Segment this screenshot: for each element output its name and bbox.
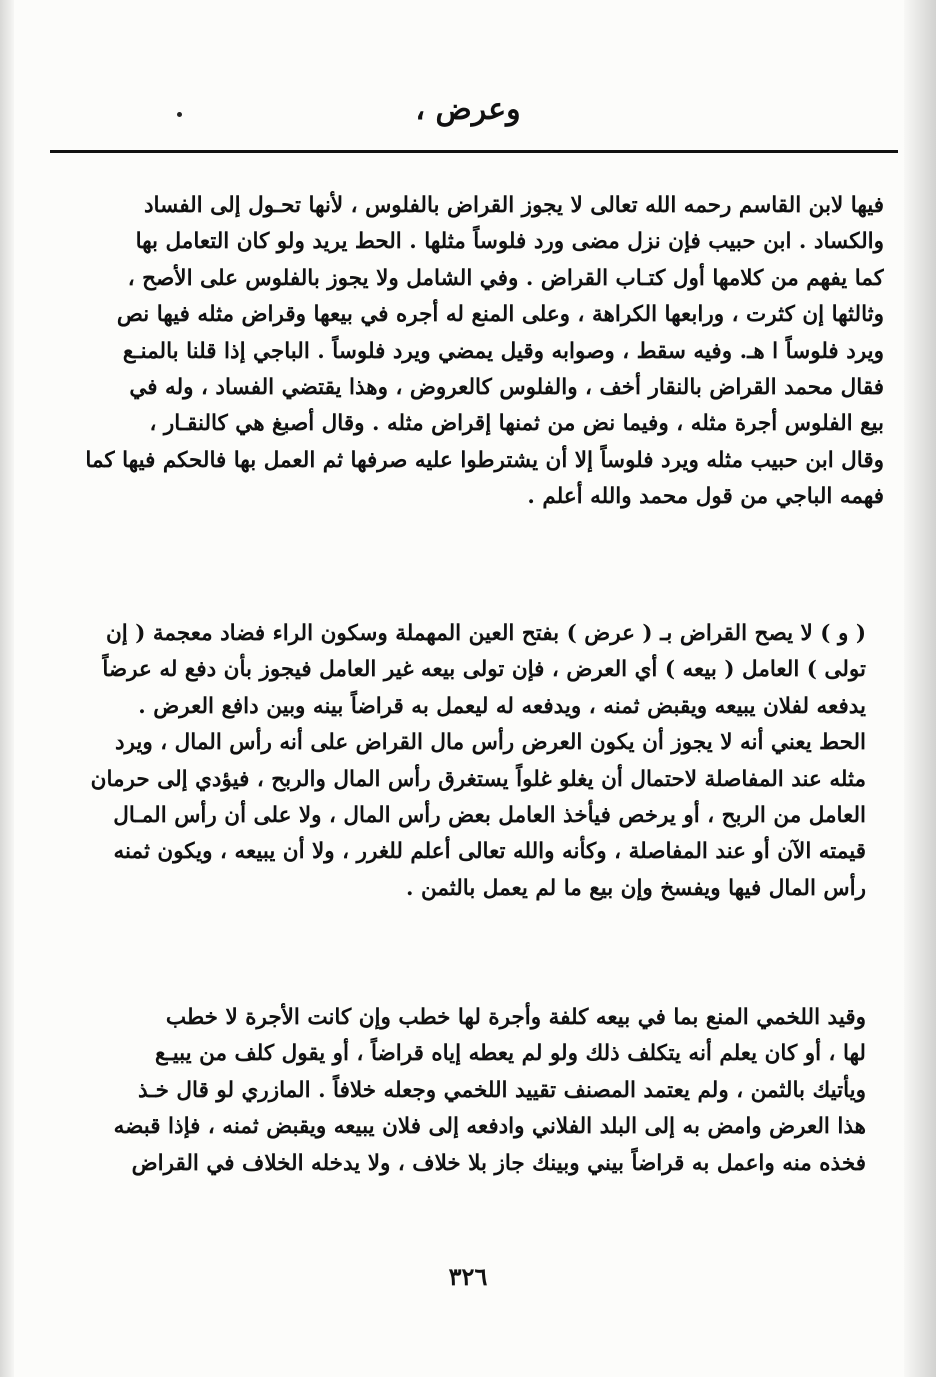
running-header: وعرض ، <box>415 92 521 127</box>
text-line: بيع الفلوس أجرة مثله ، وفيما نض من ثمنها إقراض مثله . وقال أصبغ هي كالنقـار ، <box>149 411 884 437</box>
page-edge-right <box>904 0 936 1377</box>
text-line: فيها لابن القاسم رحمه الله تعالى لا يجوز القراض بالفلوس ، لأنها تحـول إلى الفساد <box>143 193 884 218</box>
ink-dot <box>177 112 182 117</box>
text-line: ويرد فلوساً ا هـ. وفيه سقط ، وصوابه وقيل يمضي ويرد فلوساً . الباجي إذا قلنا بالمنـع <box>122 338 884 364</box>
text-line: هذا العرض وامض به إلى البلد الفلاني وادفعه إلى فلان يبيعه ويقبض ثمنه ، فإذا قبضه <box>113 1114 866 1140</box>
text-line: رأس المال فيها ويفسخ وإن بيع ما لم يعمل بالثمن . <box>405 875 866 901</box>
text-line: العامل من الربح ، أو يرخص فيأخذ العامل بعض رأس المال ، ولا على أن رأس المـال <box>113 803 866 829</box>
text-line: تولى ) العامل ( بيعه ) أي العرض ، فإن تولى بيعه غير العامل فيجوز بأن دفع له عرضاً <box>102 657 866 683</box>
text-line: قيمته الآن أو عند المفاصلة ، وكأنه والله تعالى أعلم للغرر ، ولا أن يبيعه ، ويكون ثمنه <box>113 839 866 865</box>
text-line: الحط يعني أنه لا يجوز أن يكون العرض رأس مال القراض على أنه رأس المال ، ويرد <box>114 730 866 756</box>
text-line: وقال ابن حبيب مثله ويرد فلوساً إلا أن يشترطوا عليه صرفها ثم العمل بها فالحكم فيها كما <box>85 447 884 473</box>
text-line: فقال محمد القراض بالنقار أخف ، والفلوس كالعروض ، وهذا يقتضي الفساد ، وله في <box>129 375 884 401</box>
text-line: مثله عند المفاصلة لاحتمال أن يغلو غلواً يستغرق رأس المال والربح ، فيؤدي إلى حرمان <box>90 766 866 792</box>
header-rule <box>50 150 898 153</box>
paragraph-2 <box>48 616 866 907</box>
page-number: ٣٢٦ <box>448 1262 488 1291</box>
text-line: وقيد اللخمي المنع بما في بيعه كلفة وأجرة لها خطب وإن كانت الأجرة لا خطب <box>165 1005 866 1030</box>
text-line: كما يفهم من كلامها أول كتـاب القراض . وفي الشامل ولا يجوز بالفلوس على الأصح ، <box>127 265 884 291</box>
text-line: ويأتيك بالثمن ، ولم يعتمد المصنف تقييد اللخمي وجعله خلافاً . المازري لو قال خـذ <box>138 1077 866 1103</box>
text-line: يدفعه لفلان يبيعه ويقبض ثمنه ، ويدفعه له ليعمل به قراضاً بينه وبين دافع العرض . <box>138 693 866 719</box>
text-line: ( و ) لا يصح القراض بـ ( عرض ) بفتح العين المهملة وسكون الراء فضاد معجمة ( إن <box>105 621 866 646</box>
page-edge-left <box>0 0 14 1377</box>
text-line: وثالثها إن كثرت ، ورابعها الكراهة ، وعلى المنع له أجره في بيعها وقراض مثله فيها نص <box>116 302 884 328</box>
paragraph-3 <box>48 1000 866 1182</box>
text-line: لها ، أو كان يعلم أنه يتكلف ذلك ولو لم يعطه إياه قراضاً ، أو يقول كلف من يبيـع <box>154 1041 866 1067</box>
text-line: فهمه الباجي من قول محمد والله أعلم . <box>527 484 884 510</box>
paragraph-1 <box>48 188 884 516</box>
text-line: والكساد . ابن حبيب فإن نزل مضى ورد فلوساً مثلها . الحط يريد ولو كان التعامل بها <box>135 229 884 255</box>
text-line: فخذه منه واعمل به قراضاً بيني وبينك جاز بلا خلاف ، ولا يدخله الخلاف في القراض <box>131 1150 866 1176</box>
